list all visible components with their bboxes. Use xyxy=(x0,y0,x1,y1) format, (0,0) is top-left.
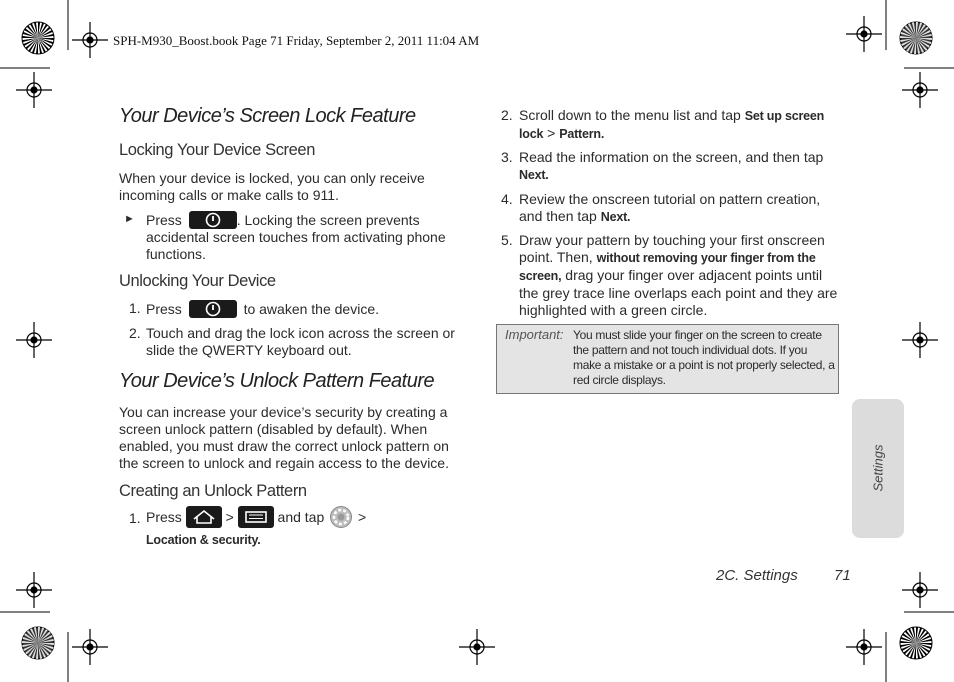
important-text: You must slide your finger on the screen to create the pattern and not touch individual dots. If you make a mistake or a point is not properly selected, a red circle displays. xyxy=(573,328,835,387)
unlock-step-number-2: 2. xyxy=(129,325,141,341)
step-5-line-3: drag your finger over adjacent points until xyxy=(565,267,823,283)
gt-separator-2: > xyxy=(358,509,367,525)
registration-mark-icon xyxy=(846,629,882,665)
page-number: 71 xyxy=(834,567,851,584)
step-4-bold-next: Next xyxy=(600,210,628,224)
step-4-text: Review the onscreen tutorial on pattern creation, xyxy=(519,191,821,207)
step-number-2: 2. xyxy=(501,107,513,123)
step-2-text: Scroll down to the menu list and tap xyxy=(519,107,741,123)
create-step-1 xyxy=(146,506,476,551)
registration-mark-icon xyxy=(72,22,108,58)
section-title-screen-lock: Your Device’s Screen Lock Feature xyxy=(119,105,416,127)
location-security-label: Location & security xyxy=(146,533,258,547)
color-bar-star-icon xyxy=(900,22,932,54)
step-5-line-4: the grey trace line overlaps each point and they are xyxy=(519,285,838,301)
unlock-step-number-1: 1. xyxy=(129,300,141,316)
unlock-step-1 xyxy=(146,300,466,318)
footer-section: 2C. Settings xyxy=(716,567,798,584)
registration-mark-icon xyxy=(902,322,938,358)
unlock-step-2: Touch and drag the lock icon across the screen or slide the QWERTY keyboard out. xyxy=(146,325,455,358)
paragraph-locking: When your device is locked, you can only receive incoming calls or make calls to 911. xyxy=(119,170,425,203)
registration-mark-icon xyxy=(902,72,938,108)
step-3-bold-next: Next xyxy=(519,168,546,182)
section-side-tab xyxy=(852,399,904,538)
home-key-icon xyxy=(186,506,222,528)
step-4-text2: and then tap xyxy=(519,208,597,224)
unlock-step-1-text: to awaken the device. xyxy=(243,301,379,317)
registration-mark-icon xyxy=(902,572,938,608)
subheading-locking: Locking Your Device Screen xyxy=(119,141,315,159)
side-tab-label: Settings xyxy=(870,444,886,492)
step-2-bold-pattern: Pattern xyxy=(559,127,601,141)
paragraph-unlock-pattern: You can increase your device’s security by creating a screen unlock pattern (disabled by default). When enabled, you must draw the correct unlock pattern on the screen to unlock and regain access to the device. xyxy=(119,404,449,471)
unlock-step-1-press: Press xyxy=(146,301,182,317)
color-bar-star-icon xyxy=(900,627,932,659)
step-3 xyxy=(519,149,849,184)
step-number-4: 4. xyxy=(501,191,513,207)
step-5 xyxy=(519,232,849,319)
period: . xyxy=(545,168,549,182)
period: . xyxy=(257,533,261,547)
registration-mark-icon xyxy=(846,16,882,52)
period: . xyxy=(627,210,631,224)
power-key-icon xyxy=(189,211,237,229)
registration-mark-icon xyxy=(16,572,52,608)
menu-key-icon xyxy=(238,506,274,528)
color-bar-star-icon xyxy=(22,22,54,54)
step-5-line-1: Draw your pattern by touching your first onscreen xyxy=(519,232,825,248)
period: . xyxy=(600,127,605,141)
bullet-item-press-power xyxy=(146,211,466,263)
step-3-text: Read the information on the screen, and then tap xyxy=(519,149,824,165)
print-header: SPH-M930_Boost.book Page 71 Friday, September 2, 2011 11:04 AM xyxy=(113,33,480,48)
step-2-bold-set-up: Set up screen xyxy=(744,109,825,123)
step-5-line-2: point. Then, xyxy=(519,249,593,265)
color-bar-star-icon xyxy=(22,627,54,659)
registration-mark-icon xyxy=(16,72,52,108)
step-4 xyxy=(519,191,849,226)
and-tap-text: and tap xyxy=(277,509,325,525)
power-key-icon xyxy=(189,300,237,318)
create-step-number-1: 1. xyxy=(129,510,141,526)
step-number-3: 3. xyxy=(501,149,513,165)
subheading-unlocking: Unlocking Your Device xyxy=(119,272,276,290)
step-2-gt: > xyxy=(547,125,556,141)
step-5-bold-1: without removing your finger from the xyxy=(596,251,816,265)
create-step-1-press: Press xyxy=(146,509,182,525)
step-number-5: 5. xyxy=(501,232,513,248)
settings-gear-icon xyxy=(328,506,354,528)
bullet-rest-text: . Locking the screen prevents accidental screen touches from activating phone functions. xyxy=(146,212,446,262)
gt-separator: > xyxy=(225,509,234,525)
registration-mark-icon xyxy=(72,629,108,665)
section-title-unlock-pattern: Your Device’s Unlock Pattern Feature xyxy=(119,370,435,392)
bullet-marker: ► xyxy=(124,213,135,225)
important-label: Important: xyxy=(505,327,564,342)
registration-mark-icon xyxy=(16,322,52,358)
subheading-creating: Creating an Unlock Pattern xyxy=(119,482,307,500)
step-5-line-5: highlighted with a green circle. xyxy=(519,302,708,318)
registration-mark-icon xyxy=(459,629,495,665)
step-2-bold-lock: lock xyxy=(519,127,544,141)
bullet-press-text: Press xyxy=(146,212,182,228)
step-5-bold-2: screen, xyxy=(519,269,562,283)
step-2 xyxy=(519,107,849,143)
